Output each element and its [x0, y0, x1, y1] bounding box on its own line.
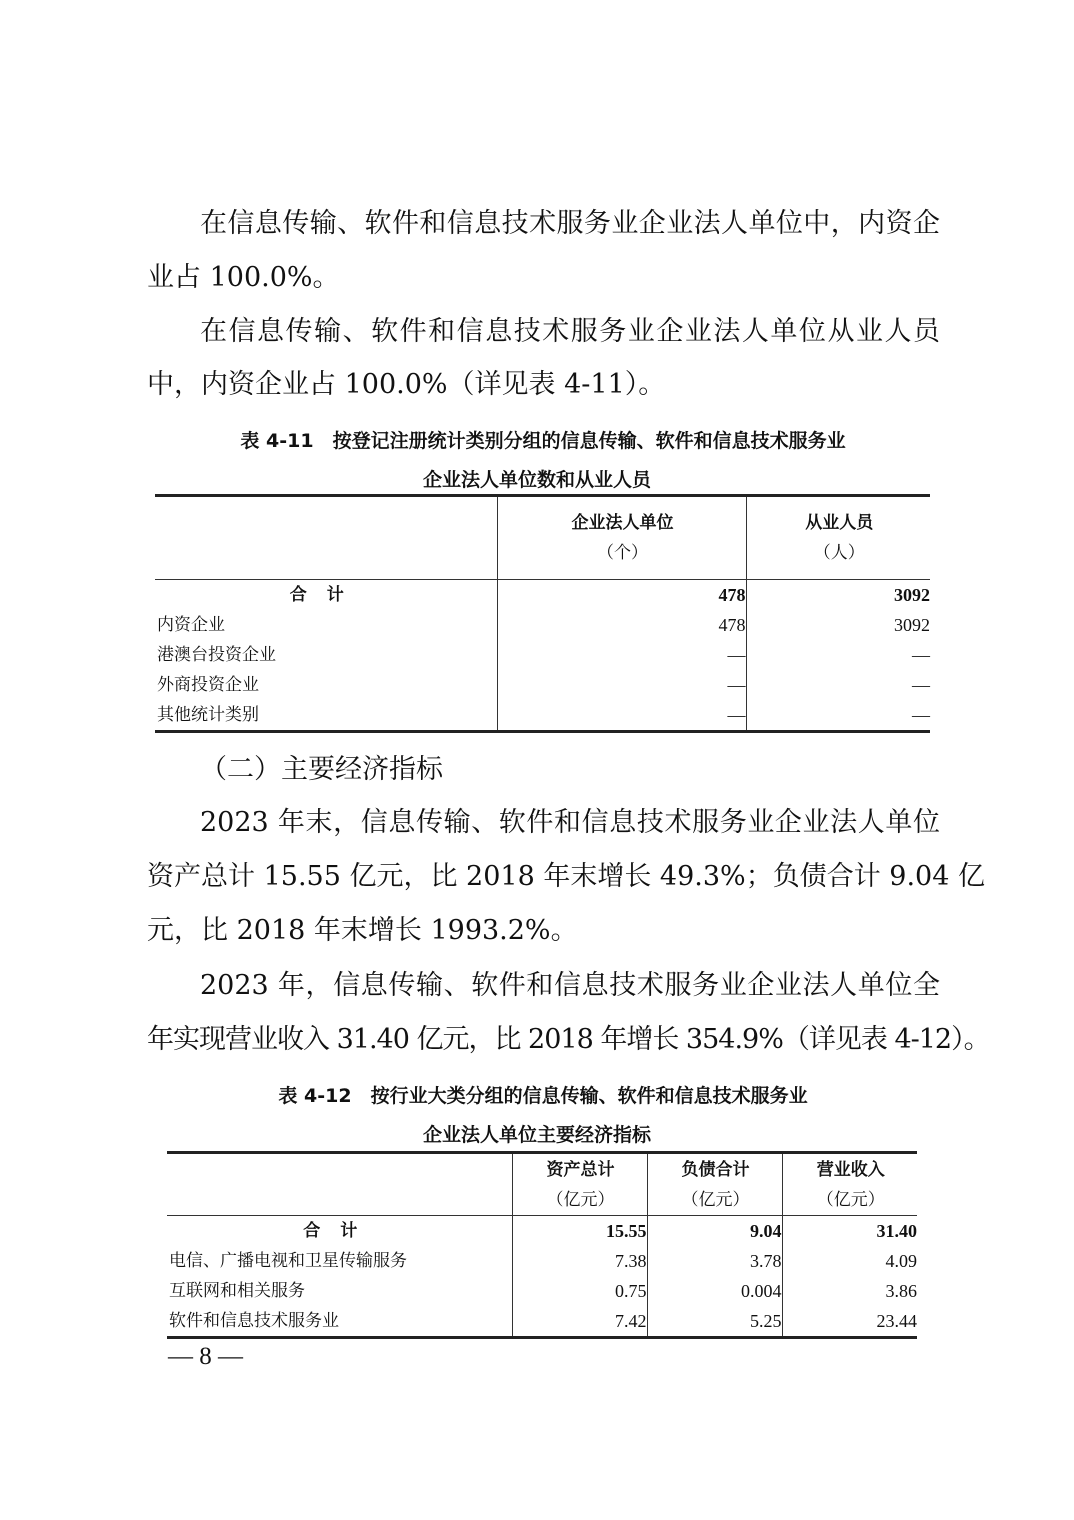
- text-line: 业占 100.0%。: [147, 262, 340, 293]
- table1-title: 表 4-11 按登记注册统计类别分组的信息传输、软件和信息技术服务业: [240, 430, 846, 452]
- table-row: 软件和信息技术服务业 7.42 5.25 23.44: [167, 1306, 917, 1338]
- text-line: 年实现营业收入 31.40 亿元，比 2018 年增长 354.9%（详见表 4-12）。: [147, 1024, 990, 1055]
- table-row: 电信、广播电视和卫星传输服务 7.38 3.78 4.09: [167, 1246, 917, 1276]
- text-line: 2023 年，信息传输、软件和信息技术服务业企业法人单位全: [200, 970, 940, 1001]
- table1-subtitle: 企业法人单位数和从业人员: [422, 469, 651, 491]
- table-4-12: [167, 1151, 917, 1339]
- table-4-11: [155, 494, 930, 733]
- text-line: 元，比 2018 年末增长 1993.2%。: [147, 915, 578, 946]
- column-header: 营业收入 （亿元）: [782, 1153, 917, 1216]
- table-header-row: [167, 1153, 917, 1216]
- table-row: 其他统计类别 — —: [155, 700, 930, 732]
- table-row: 内资企业 478 3092: [155, 610, 930, 640]
- column-header: 负债合计 （亿元）: [647, 1153, 782, 1216]
- column-header: 资产总计 （亿元）: [512, 1153, 647, 1216]
- table-row-total: 合计 15.55 9.04 31.40: [167, 1216, 917, 1247]
- text-line: 2023 年末，信息传输、软件和信息技术服务业企业法人单位: [200, 807, 940, 838]
- text-line: 在信息传输、软件和信息技术服务业企业法人单位中，内资企: [200, 208, 940, 239]
- text-line: 在信息传输、软件和信息技术服务业企业法人单位从业人员: [200, 316, 940, 347]
- text-line: 中，内资企业占 100.0%（详见表 4-11）。: [147, 369, 666, 400]
- page-number: — 8 —: [168, 1343, 243, 1370]
- table-row-total: 合计 478 3092: [155, 580, 930, 611]
- table2-subtitle: 企业法人单位主要经济指标: [422, 1124, 651, 1146]
- table-row: 港澳台投资企业 — —: [155, 640, 930, 670]
- column-header: 从业人员 （人）: [746, 496, 930, 580]
- text-line: 资产总计 15.55 亿元，比 2018 年末增长 49.3%；负债合计 9.04 亿: [147, 861, 985, 892]
- table2-title: 表 4-12 按行业大类分组的信息传输、软件和信息技术服务业: [278, 1085, 808, 1107]
- table-header-row: [155, 496, 930, 580]
- column-header: 企业法人单位 （个）: [497, 496, 746, 580]
- section-heading: （二）主要经济指标: [200, 754, 443, 785]
- table-row: 互联网和相关服务 0.75 0.004 3.86: [167, 1276, 917, 1306]
- table-row: 外商投资企业 — —: [155, 670, 930, 700]
